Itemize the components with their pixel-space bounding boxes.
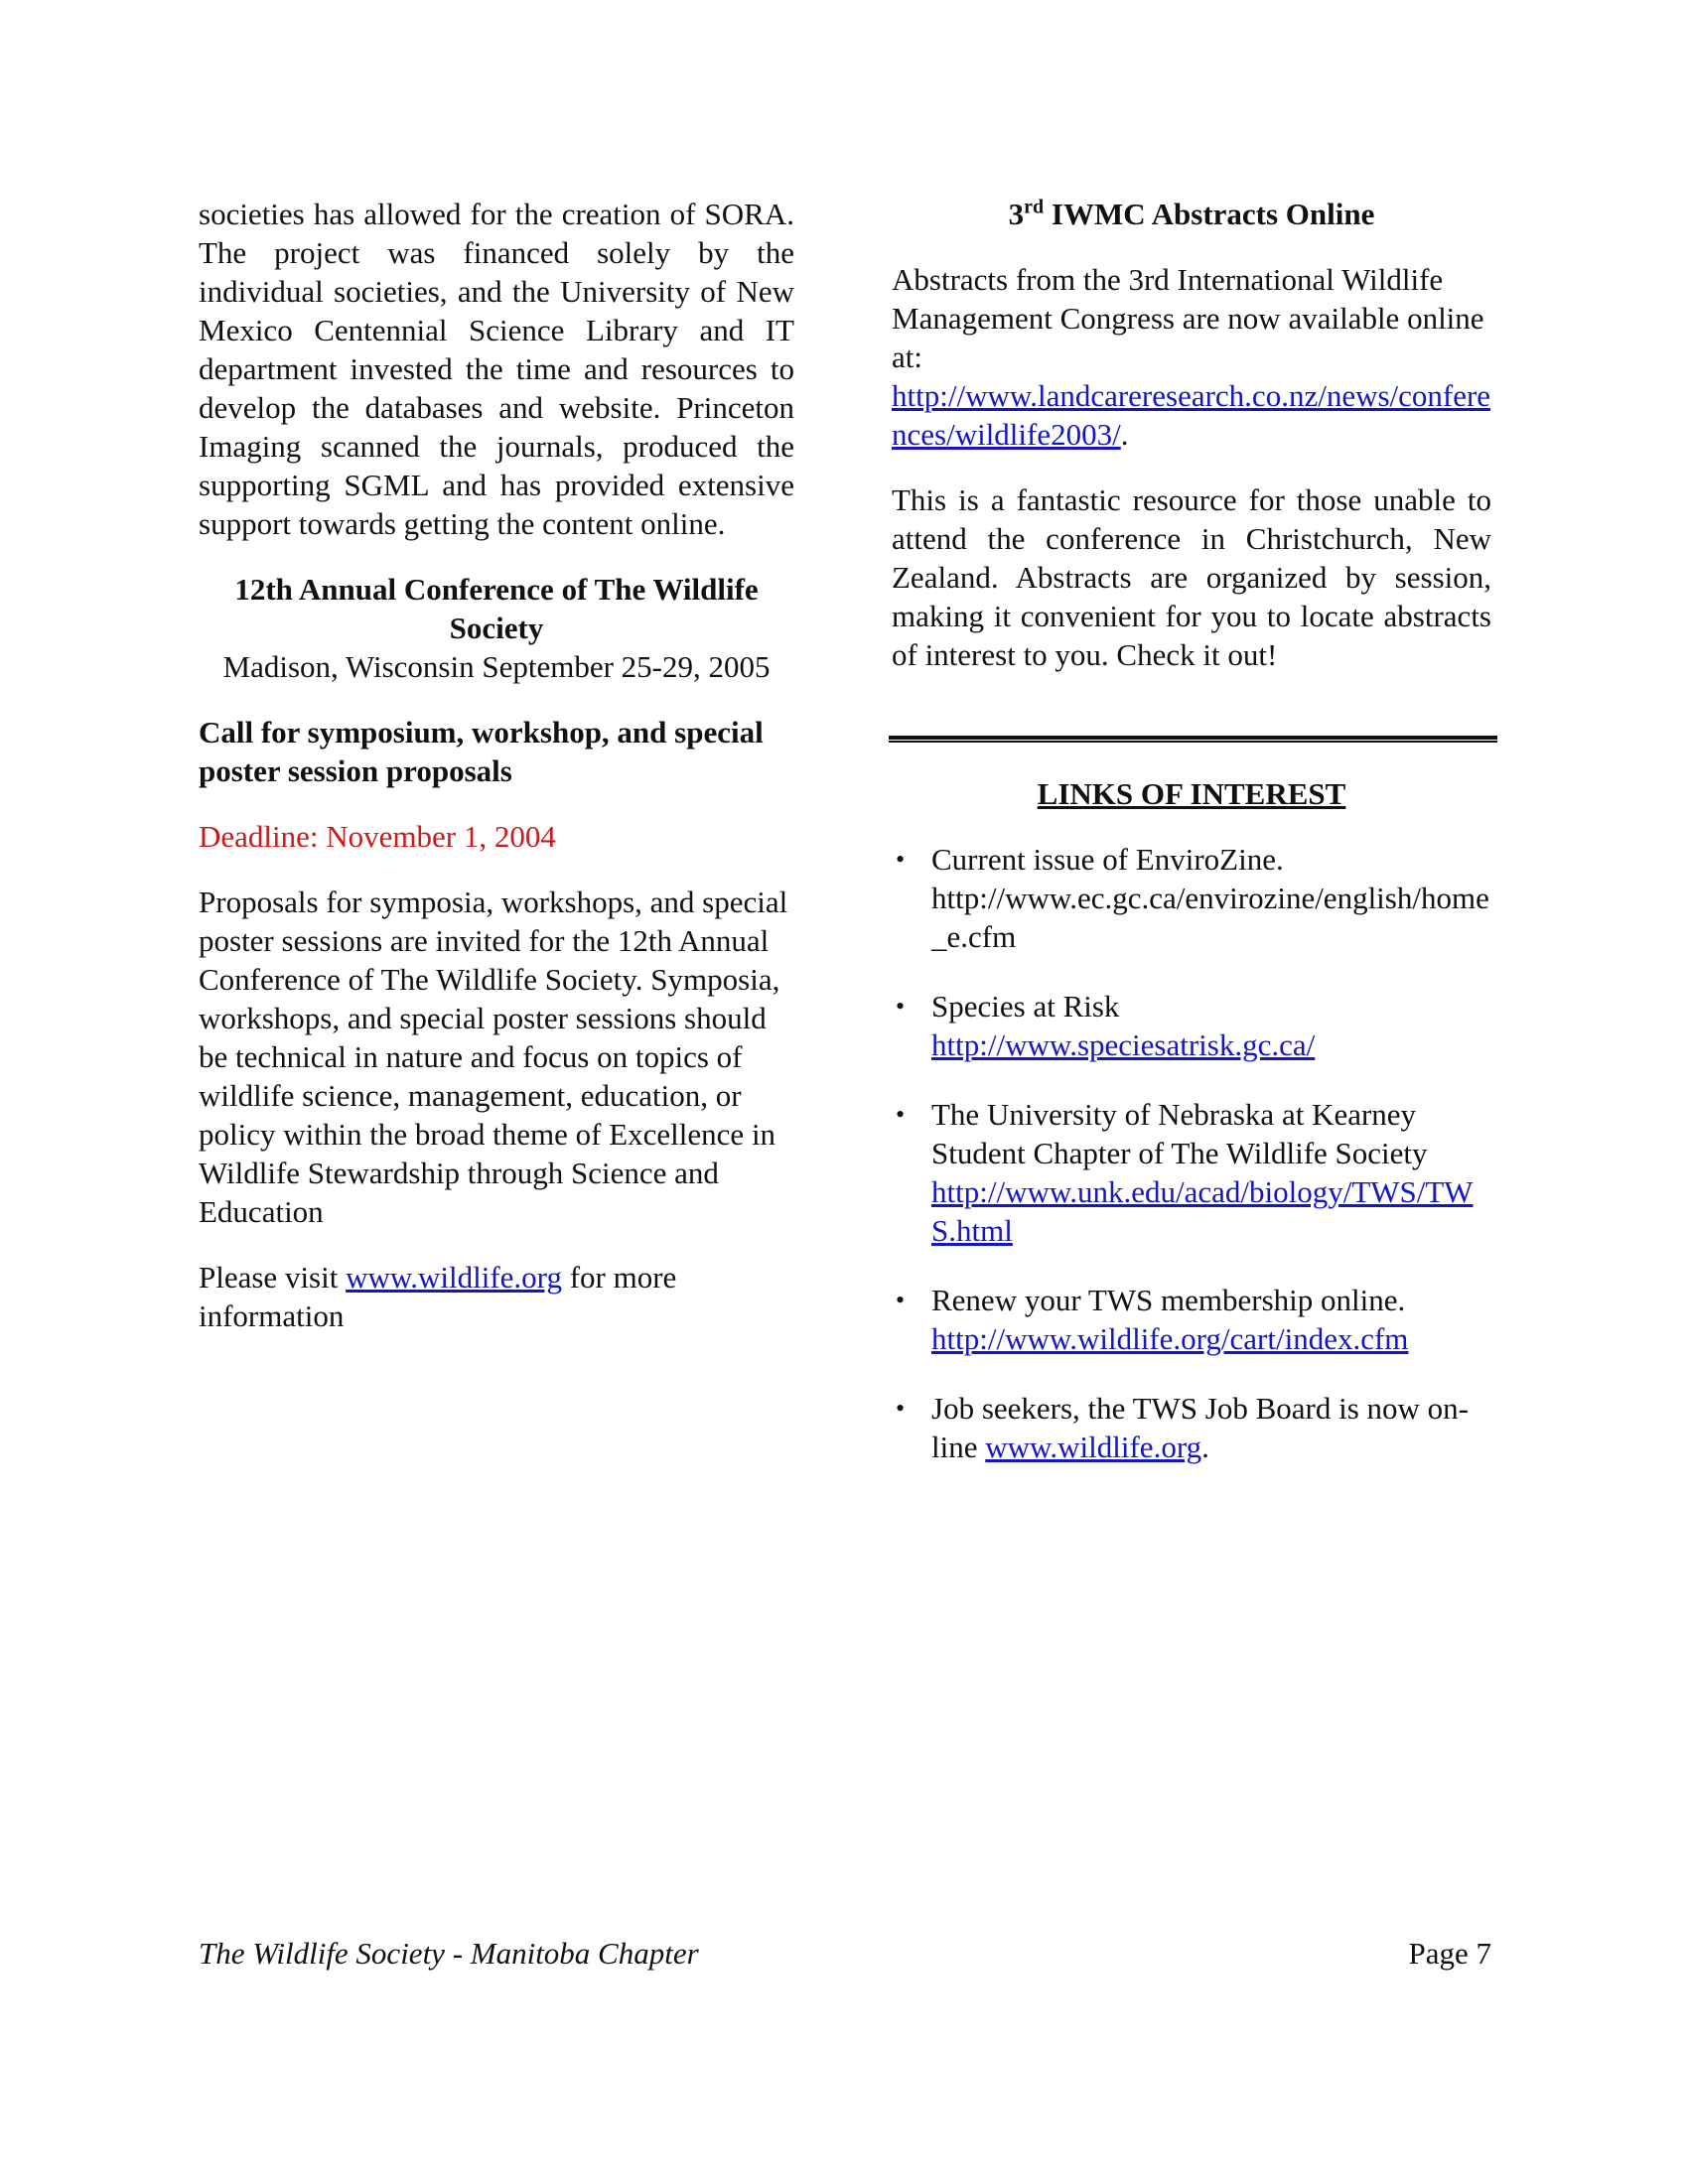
left-column	[199, 195, 794, 1335]
visit-suffix: for more information	[199, 1260, 677, 1333]
link-description: The University of Nebraska at Kearney Student Chapter of The Wildlife Society	[931, 1097, 1428, 1170]
link-description: Species at Risk	[931, 989, 1120, 1024]
iwmc-heading	[892, 195, 1491, 233]
section-divider	[889, 736, 1497, 743]
abstracts-text: Abstracts from the 3rd International Wildlife Management Congress are now available online at:	[892, 262, 1484, 374]
link-description: Job seekers, the TWS Job Board is now on-line	[931, 1391, 1470, 1464]
conference-title: 12th Annual Conference of The Wildlife Society	[234, 572, 759, 645]
visit-prefix: Please visit	[199, 1260, 347, 1295]
link-suffix: .	[1201, 1430, 1209, 1464]
list-item	[892, 1095, 1491, 1250]
sora-paragraph: societies has allowed for the creation of SORA. The project was financed solely by the individual societies, and the University of New Mexico Centennial Science Library and IT department invested the time and resources to develop the databases and website. Princeton Imaging scanned the journals, produced the supporting SGML and has provided extensive support towards getting the content online.	[199, 197, 794, 541]
resource-paragraph: This is a fantastic resource for those unable to attend the conference in Christchurch, New Zealand. Abstracts are organized by session, making it convenient for you to locate abstracts of interest to you. Check it out!	[892, 482, 1491, 672]
visit-paragraph	[199, 1258, 794, 1335]
list-item	[892, 1389, 1491, 1466]
links-list	[892, 840, 1491, 1466]
links-heading: LINKS OF INTEREST	[1037, 776, 1346, 811]
list-item	[892, 840, 1491, 956]
deadline-text: Deadline: November 1, 2004	[199, 819, 556, 854]
link-description: Current issue of EnviroZine.	[931, 842, 1284, 877]
abstracts-paragraph	[892, 260, 1491, 454]
conference-location: Madison, Wisconsin September 25-29, 2005	[222, 649, 771, 684]
page-number: Page 7	[1408, 1936, 1491, 1971]
list-item	[892, 987, 1491, 1064]
proposals-paragraph: Proposals for symposia, workshops, and special poster sessions are invited for the 12th Annual Conference of The Wildlife Society. Symposia, workshops, and special poster sessions should be technical in nature and focus on topics of wildlife science, management, education, or policy within the broad theme of Excellence in Wildlife Stewardship through Science and Education	[199, 885, 788, 1229]
iwmc-heading-rest: IWMC Abstracts Online	[1044, 197, 1375, 231]
bullet-icon: •	[896, 1394, 906, 1423]
footer-chapter-name: The Wildlife Society - Manitoba Chapter	[199, 1936, 699, 1971]
bullet-icon: •	[896, 845, 906, 874]
envirozine-url: http://www.ec.gc.ca/envirozine/english/home_e.cfm	[931, 881, 1489, 954]
bullet-icon: •	[896, 992, 906, 1021]
tws-job-board-link[interactable]: www.wildlife.org	[985, 1430, 1202, 1464]
abstracts-link-suffix: .	[1120, 417, 1129, 452]
unk-tws-link[interactable]: http://www.unk.edu/acad/biology/TWS/TWS.html	[931, 1174, 1474, 1248]
bullet-icon: •	[896, 1286, 906, 1314]
list-item	[892, 1281, 1491, 1358]
link-description: Renew your TWS membership online.	[931, 1283, 1406, 1317]
wildlife-org-link[interactable]: www.wildlife.org	[346, 1260, 562, 1295]
bullet-icon: •	[896, 1100, 906, 1129]
iwmc-heading-sup: rd	[1024, 196, 1045, 218]
tws-membership-link[interactable]: http://www.wildlife.org/cart/index.cfm	[931, 1321, 1409, 1356]
iwmc-heading-num: 3	[1008, 197, 1025, 231]
species-at-risk-link[interactable]: http://www.speciesatrisk.gc.ca/	[931, 1027, 1316, 1062]
call-heading: Call for symposium, workshop, and special poster session proposals	[199, 715, 764, 788]
right-column	[892, 195, 1491, 1497]
abstracts-link[interactable]: http://www.landcareresearch.co.nz/news/conferences/wildlife2003/	[892, 378, 1491, 452]
